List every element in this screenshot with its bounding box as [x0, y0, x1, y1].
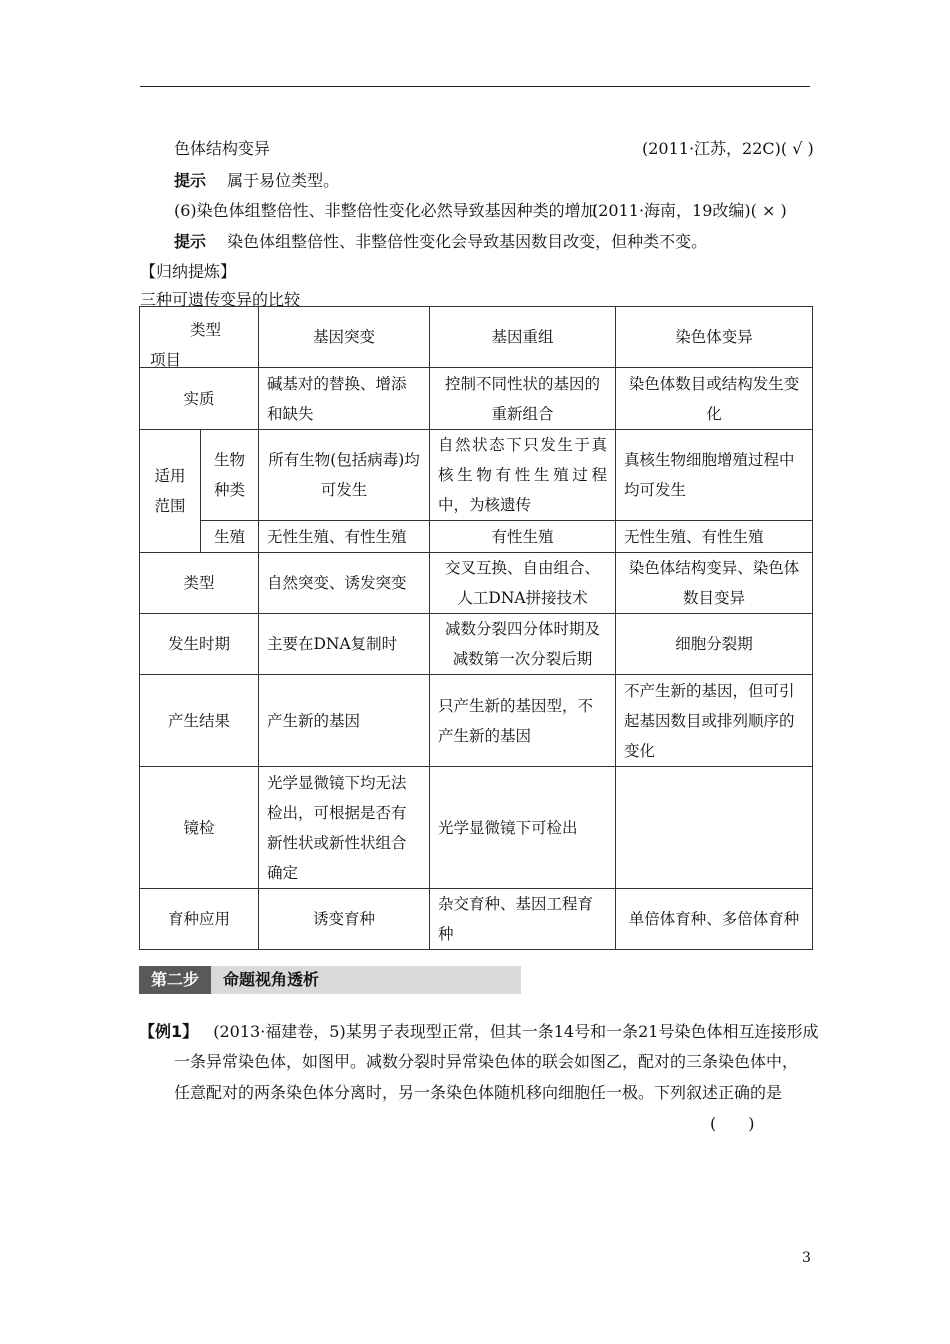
hint-label: 提示	[174, 171, 207, 190]
table-cell: 减数分裂四分体时期及减数第一次分裂后期	[430, 614, 616, 675]
answer-bracket: ( )	[710, 1114, 755, 1133]
source-citation: (2011·海南，19改编)( × )	[592, 201, 787, 220]
row-label: 适用范围	[140, 430, 201, 553]
table-cell: 产生新的基因	[259, 675, 430, 767]
table-cell: 细胞分裂期	[616, 614, 813, 675]
table-row	[140, 614, 813, 675]
table-cell: 控制不同性状的基因的重新组合	[430, 368, 616, 430]
sub-row-label: 生殖	[201, 521, 259, 553]
table-cell: 染色体结构变异、染色体数目变异	[616, 553, 813, 614]
table-cell: 染色体数目或结构发生变化	[616, 368, 813, 430]
table-cell: 光学显微镜下均无法检出，可根据是否有新性状或新性状组合确定	[259, 767, 430, 889]
table-row	[140, 889, 813, 950]
header-corner-cell	[140, 307, 259, 368]
table-cell: 单倍体育种、多倍体育种	[616, 889, 813, 950]
header-gene-mutation: 基因突变	[259, 307, 430, 368]
page-number: 3	[802, 1250, 811, 1266]
row-label: 类型	[140, 553, 259, 614]
table-row	[140, 368, 813, 430]
text-line: 色体结构变异	[174, 139, 271, 158]
header-type-label: 类型	[190, 321, 222, 339]
hint-line	[174, 168, 339, 191]
source-citation: (2011·江苏，22C)( √ )	[642, 139, 814, 158]
example-first-line	[139, 1019, 818, 1042]
hint-line	[174, 229, 707, 252]
hint-text: 属于易位类型。	[227, 171, 340, 190]
table-cell: 无性生殖、有性生殖	[259, 521, 430, 553]
table-cell: 无性生殖、有性生殖	[616, 521, 813, 553]
table-cell: 光学显微镜下可检出	[430, 767, 616, 889]
table-row	[140, 430, 813, 521]
header-item-label: 项目	[150, 351, 182, 369]
header-rule	[140, 86, 810, 87]
table-cell	[616, 767, 813, 889]
row-label: 产生结果	[140, 675, 259, 767]
section-step-tag: 第二步	[139, 966, 211, 994]
table-cell: 不产生新的基因，但可引起基因数目或排列顺序的变化	[616, 675, 813, 767]
header-chromosome-variation: 染色体变异	[616, 307, 813, 368]
table-cell: 碱基对的替换、增添和缺失	[259, 368, 430, 430]
table-cell: 诱变育种	[259, 889, 430, 950]
section-title: 命题视角透析	[223, 970, 320, 989]
row-label: 实质	[140, 368, 259, 430]
table-cell: 杂交育种、基因工程育种	[430, 889, 616, 950]
row-label: 镜检	[140, 767, 259, 889]
sub-row-label: 生物种类	[201, 430, 259, 521]
table-row	[140, 675, 813, 767]
example-text: 一条异常染色体，如图甲。减数分裂时异常染色体的联会如图乙，配对的三条染色体中，	[174, 1052, 799, 1071]
example-source: (2013·福建卷，5)	[213, 1022, 346, 1041]
table-cell: 真核生物细胞增殖过程中均可发生	[616, 430, 813, 521]
hint-label: 提示	[174, 232, 207, 251]
table-cell: 有性生殖	[430, 521, 616, 553]
table-row	[140, 521, 813, 553]
text-line: (6)染色体组整倍性、非整倍性变化必然导致基因种类的增加	[174, 201, 597, 220]
table-cell: 所有生物(包括病毒)均可发生	[259, 430, 430, 521]
summary-heading: 【归纳提炼】	[140, 262, 237, 281]
table-cell: 自然突变、诱发突变	[259, 553, 430, 614]
row-label: 发生时期	[140, 614, 259, 675]
table-row	[140, 767, 813, 889]
table-header-row	[140, 307, 813, 368]
comparison-table	[139, 306, 813, 950]
table-cell: 自然状态下只发生于真核生物有性生殖过程中，为核遗传	[430, 430, 616, 521]
header-gene-recombination: 基因重组	[430, 307, 616, 368]
table-cell: 只产生新的基因型，不产生新的基因	[430, 675, 616, 767]
section-band	[139, 966, 521, 994]
hint-text: 染色体组整倍性、非整倍性变化会导致基因数目改变，但种类不变。	[227, 232, 708, 251]
example-text: 某男子表现型正常，但其一条14号和一条21号染色体相互连接形成	[345, 1022, 819, 1041]
example-text: 任意配对的两条染色体分离时，另一条染色体随机移向细胞任一极。下列叙述正确的是	[174, 1083, 783, 1102]
row-label: 育种应用	[140, 889, 259, 950]
table-cell: 主要在DNA复制时	[259, 614, 430, 675]
table-row	[140, 553, 813, 614]
table-cell: 交叉互换、自由组合、人工DNA拼接技术	[430, 553, 616, 614]
example-label: 【例1】	[139, 1022, 199, 1041]
table-title: 三种可遗传变异的比较	[140, 290, 301, 309]
